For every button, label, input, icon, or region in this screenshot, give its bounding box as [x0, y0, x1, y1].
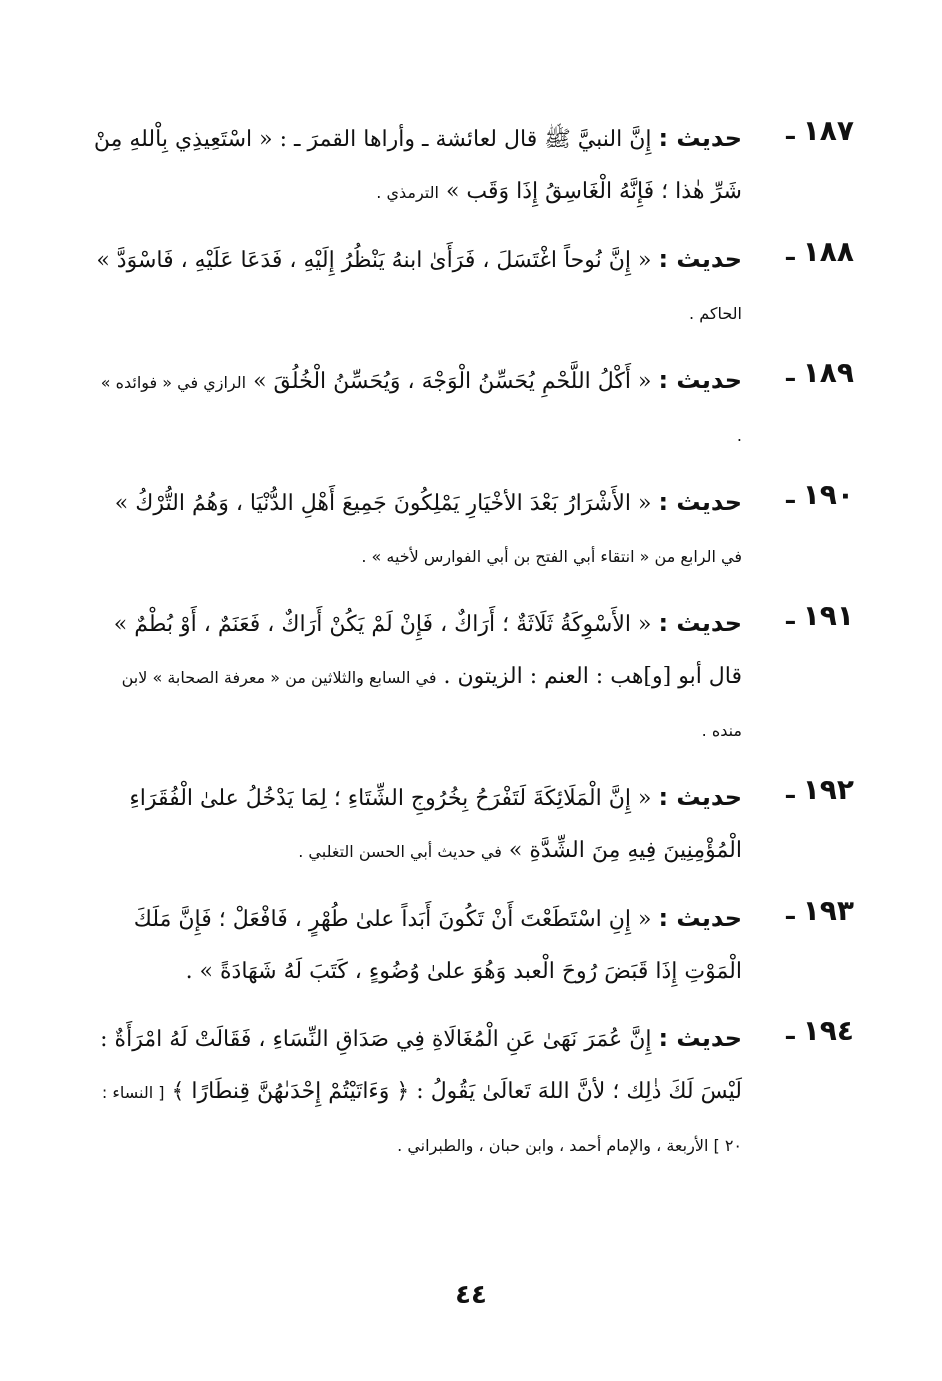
hadith-source: الرازي في « فوائده » . [100, 373, 742, 445]
entry-number: ١٩١ [802, 599, 854, 632]
entry-header [786, 894, 854, 927]
hadith-text: « إِنَّ نُوحاً اغْتَسَلَ ، فَرَأَىٰ ابنهُ يَنْظُرُ إِلَيْهِ ، فَدَعَا عَلَيْهِ ، فَاسْوَدَّ » [96, 248, 652, 273]
hadith-source: في الرابع من « انتقاء أبي الفتح بن أبي الفوارس لأخيه » . [361, 547, 742, 566]
entry-header [786, 235, 854, 268]
hadith-source: الحاكم . [689, 304, 742, 323]
entry-header [786, 114, 854, 147]
hadith-text: إِنَّ النبيَّ ﷺ قال لعائشة ـ وأراها القمرَ ـ : « اسْتَعِيذِي بِاْللهِ مِنْ شَرِّ هٰذا ؛ فَإِنَّهُ الْغَاسِقُ إِذَا وَقَب » [93, 127, 742, 204]
hadith-entry-189 [92, 354, 854, 462]
hadith-entry-188 [92, 233, 854, 340]
entry-body [92, 1012, 742, 1172]
entry-header [786, 356, 854, 389]
entry-number: ١٨٨ [802, 235, 854, 268]
hadith-entry-193 [92, 892, 854, 998]
entry-dash: ـ [786, 775, 795, 804]
hadith-label: حديث : [658, 904, 742, 932]
hadith-text: « إِنِ اسْتَطَعْتَ أَنْ تَكُونَ أَبَداً علىٰ طُهْرٍ ، فَافْعَلْ ؛ فَإِنَّ مَلَكَ الْمَوْتِ إِذَا قَبَضَ رُوحَ الْعبد وَهُوَ علىٰ وُضُوءٍ ، كَتَبَ لَهُ شَهَادَةً » . [133, 907, 742, 984]
hadith-label: حديث : [658, 366, 742, 394]
hadith-label: حديث : [658, 783, 742, 811]
entry-dash: ـ [786, 116, 795, 145]
entry-dash: ـ [786, 1016, 795, 1045]
entry-number: ١٨٧ [802, 114, 854, 147]
hadith-entry-191 [92, 597, 854, 757]
entry-header [786, 599, 854, 632]
hadith-entry-192 [92, 771, 854, 878]
hadith-label: حديث : [658, 609, 742, 637]
page-number: ٤٤ [455, 1280, 487, 1310]
entry-number: ١٩٢ [802, 773, 854, 806]
hadith-source: الترمذي . [376, 183, 439, 202]
hadith-label: حديث : [658, 124, 742, 152]
hadith-text: « إِنَّ الْمَلَائِكَةَ لَتَفْرَحُ بِخُرُوجِ الشِّتَاءِ ؛ لِمَا يَدْخُلُ علىٰ الْفُقَرَاءِ الْمُؤْمِنِينَ فِيهِ مِنَ الشِّدَّةِ » [129, 786, 742, 863]
hadith-label: حديث : [658, 488, 742, 516]
hadith-source: [ النساء : ٢٠ ] الأربعة ، والإمام أحمد ، وابن حبان ، والطبراني . [101, 1083, 742, 1155]
entry-dash: ـ [786, 237, 795, 266]
hadith-source: في السابع والثلاثين من « معرفة الصحابة » لابن منده . [121, 668, 742, 740]
entry-header [786, 478, 854, 511]
hadith-source: في حديث أبي الحسن التغلبي . [298, 842, 502, 861]
entry-body [92, 354, 742, 462]
entry-body [92, 476, 742, 583]
entry-dash: ـ [786, 601, 795, 630]
entry-body [92, 597, 742, 757]
hadith-entry-190 [92, 476, 854, 583]
hadith-text: « أَكْلُ اللَّحْمِ يُحَسِّنُ الْوَجْهَ ، وَيُحَسِّنُ الْخُلُقَ » [253, 369, 652, 394]
entry-number: ١٩٠ [802, 478, 854, 511]
entry-body [92, 771, 742, 878]
entry-dash: ـ [786, 480, 795, 509]
hadith-text: « الأَسْوِكَةُ ثَلَاثَةٌ ؛ أَرَاكٌ ، فَإِنْ لَمْ يَكُنْ أَرَاكٌ ، فَعَنَمٌ ، أَوْ بُطْمٌ » قال أبو [و]هب : العنم : الزيتون . [113, 612, 742, 689]
hadith-label: حديث : [658, 1024, 742, 1052]
hadith-text: « الأَشْرَارُ بَعْدَ الأخْيَارِ يَمْلِكُونَ جَمِيعَ أَهْلِ الدُّنْيَا ، وَهُمُ التُّرْكُ » [114, 491, 652, 516]
entry-number: ١٩٤ [802, 1014, 854, 1047]
entry-header [786, 1014, 854, 1047]
hadith-label: حديث : [658, 245, 742, 273]
entry-number: ١٩٣ [802, 894, 854, 927]
hadith-entry-187 [92, 112, 854, 219]
entry-dash: ـ [786, 358, 795, 387]
entry-number: ١٨٩ [802, 356, 854, 389]
entry-dash: ـ [786, 896, 795, 925]
entry-body [92, 892, 742, 998]
entry-header [786, 773, 854, 806]
hadith-text: إِنَّ عُمَرَ نَهَىٰ عَنِ الْمُغَالَاةِ فِي صَدَاقِ النِّسَاءِ ، فَقَالَتْ لَهُ امْرَأَةٌ : لَيْسَ لَكَ ذٰلِك ؛ لأنَّ اللهَ تَعالَىٰ يَقُولُ : ﴿ وَءَاتَيْتُمْ إِحْدَىٰهُنَّ قِنطَارًا ﴾ [100, 1027, 742, 1104]
page-body [92, 112, 854, 1186]
entry-body [92, 233, 742, 340]
hadith-entry-194 [92, 1012, 854, 1172]
entry-body [92, 112, 742, 219]
